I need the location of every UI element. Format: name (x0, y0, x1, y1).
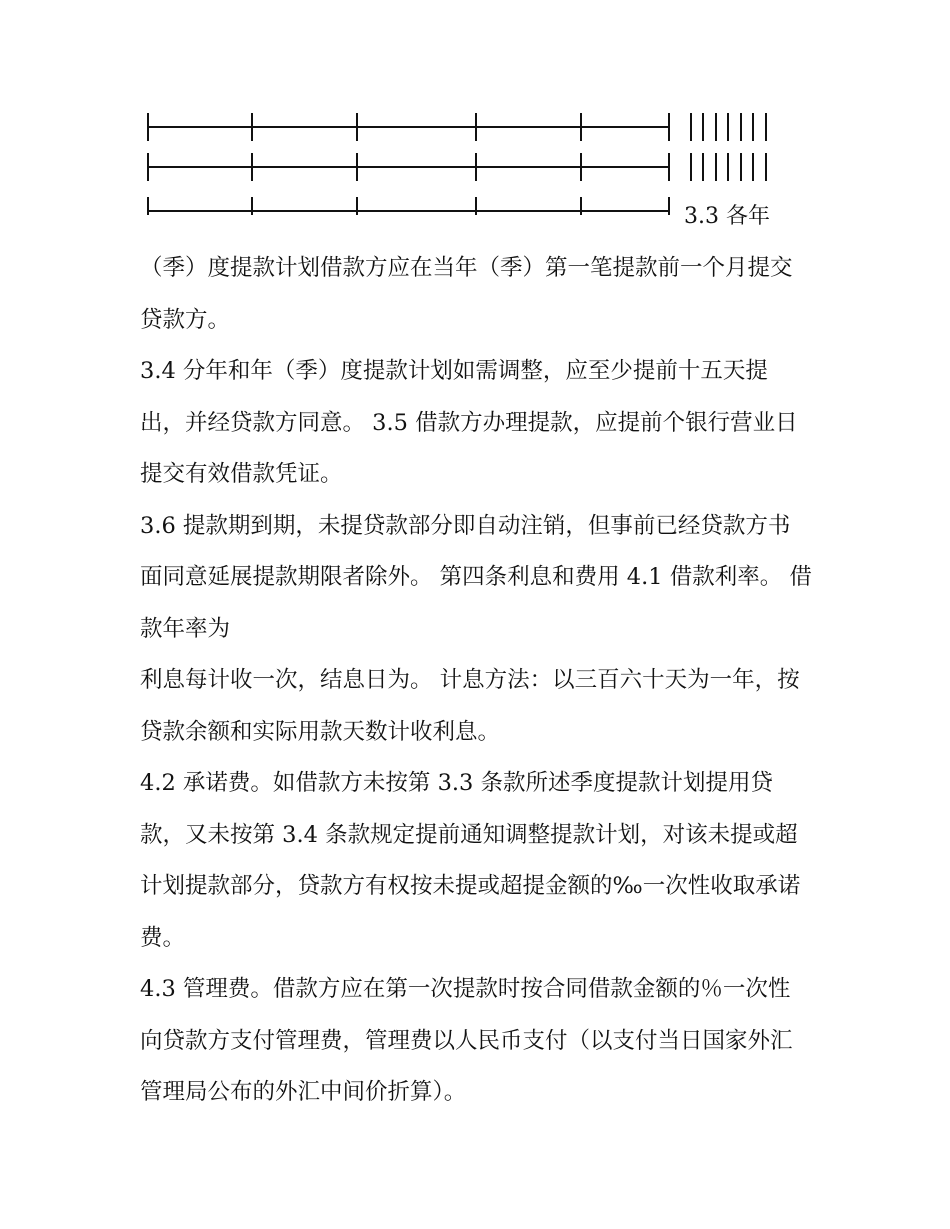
paragraph-5: 4.2 承诺费。如借款方未按第 3.3 条款所述季度提款计划提用贷款，又未按第 3.4 条款规定提前通知调整提款计划，对该未提或超计划提款部分，贷款方有权按未提或超提金额的‰一次性收取承诺费。 (140, 770, 801, 951)
paragraph-6: 4.3 管理费。借款方应在第一次提款时按合同借款金额的％一次性向贷款方支付管理费，管理费以人民币支付（以支付当日国家外汇管理局公布的外汇中间价折算）。 (140, 976, 793, 1105)
document-body (140, 243, 812, 1119)
paragraph-1: （季）度提款计划借款方应在当年（季）第一笔提款前一个月提交贷款方。 (140, 255, 793, 333)
paragraph-4: 利息每计收一次，结息日为。 计息方法：以三百六十天为一年，按贷款余额和实际用款天数计收利息。 (140, 667, 800, 745)
paragraph-3: 3.6 提款期到期，未提贷款部分即自动注销，但事前已经贷款方书面同意延展提款期限者除外。 第四条利息和费用 4.1 借款利率。 借款年率为 (140, 512, 812, 642)
timeline-figure (0, 0, 950, 240)
paragraph-2: 3.4 分年和年（季）度提款计划如需调整，应至少提前十五天提出，并经贷款方同意。 3.5 借款方办理提款，应提前个银行营业日提交有效借款凭证。 (140, 358, 798, 487)
timeline-label: 3.3 各年 (684, 204, 770, 229)
